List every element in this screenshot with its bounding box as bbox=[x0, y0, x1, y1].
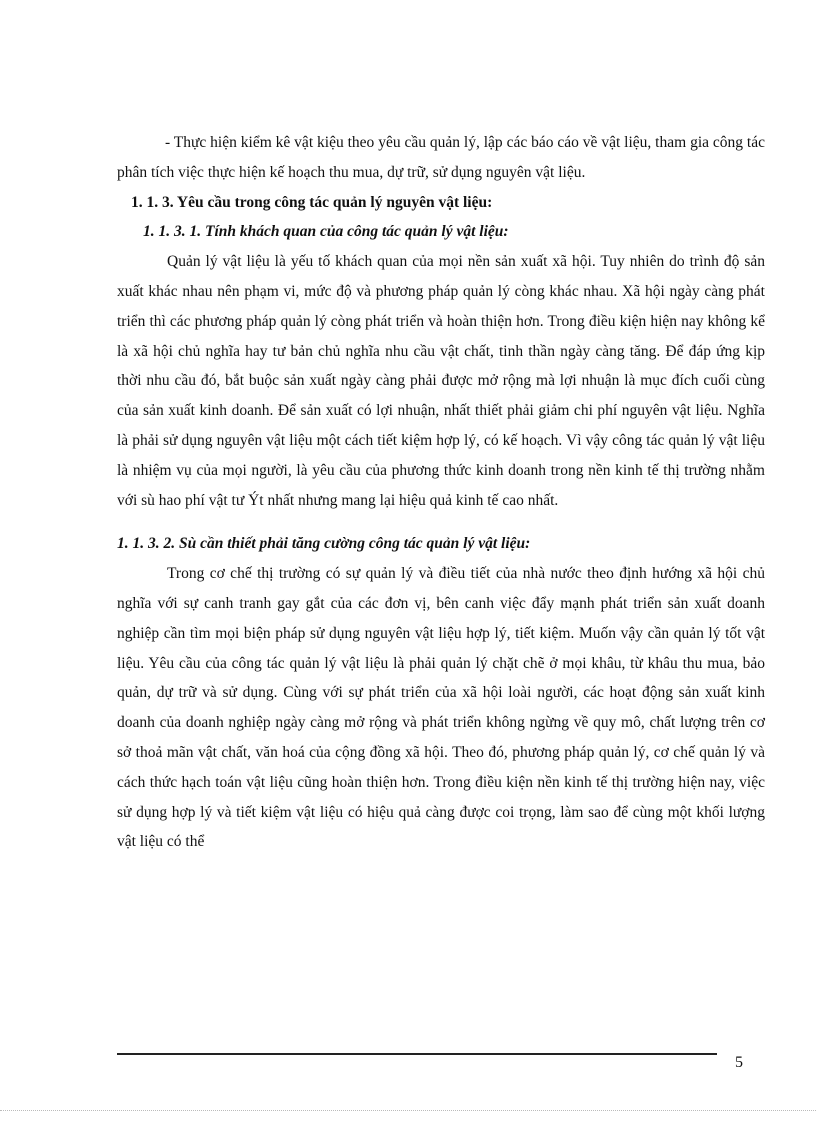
heading-1-1-3-1: 1. 1. 3. 1. Tính khách quan của công tác quản lý vật liệu: bbox=[143, 223, 509, 241]
page-body bbox=[117, 128, 765, 857]
heading-1-1-3: 1. 1. 3. Yêu cầu trong công tác quản lý nguyên vật liệu: bbox=[131, 193, 493, 211]
page-number: 5 bbox=[735, 1054, 743, 1071]
page-edge-divider bbox=[0, 1110, 816, 1111]
paragraph-objectivity: Quản lý vật liệu là yếu tố khách quan của mọi nền sản xuất xã hội. Tuy nhiên do trình độ sản xuất khác nhau nên phạm vi, mức độ và phương pháp quản lý còng khác nhau. Xã hội ngày càng phát triển thì các phương pháp quản lý còng phát triển và hoàn thiện hơn. Trong điều kiện hiện nay không kể là xã hội chủ nghĩa hay tư bản chủ nghĩa nhu cầu vật chất, tinh thần ngày càng tăng. Để đáp ứng kịp thời nhu cầu đó, bắt buộc sản xuất ngày càng phải được mở rộng mà lợi nhuận là mục đích cuối cùng của sản xuất kinh doanh. Để sản xuất có lợi nhuận, nhất thiết phải giảm chi phí nguyên vật liệu. Nghĩa là phải sử dụng nguyên vật liệu một cách tiết kiệm hợp lý, có kế hoạch. Vì vậy công tác quản lý vật liệu là nhiệm vụ của mọi người, là yêu cầu của phương thức kinh doanh trong nền kinh tế thị trường nhằm với sù hao phí vật tư Ýt nhất nhưng mang lại hiệu quả kinh tế cao nhất. bbox=[117, 253, 765, 509]
paragraph-necessity: Trong cơ chế thị trường có sự quản lý và điều tiết của nhà nước theo định hướng xã hội chủ nghĩa với sự canh tranh gay gắt của các đơn vị, bên canh việc đẩy mạnh phát triển sản xuất doanh nghiệp cần tìm mọi biện pháp sử dụng nguyên vật liệu hợp lý, tiết kiệm. Muốn vậy cần quản lý tốt vật liệu. Yêu cầu của công tác quản lý vật liệu là phải quản lý chặt chẽ ở mọi khâu, từ khâu thu mua, bảo quản, dự trữ và sử dụng. Cùng với sự phát triển của xã hội loài người, các hoạt động sản xuất kinh doanh của doanh nghiệp ngày càng mở rộng và phát triển không ngừng về quy mô, chất lượng trên cơ sở thoả mãn vật chất, văn hoá của cộng đồng xã hội. Theo đó, phương pháp quản lý, cơ chế quản lý và cách thức hạch toán vật liệu cũng hoàn thiện hơn. Trong điều kiện nền kinh tế thị trường hiện nay, việc sử dụng hợp lý và tiết kiệm vật liệu có hiệu quả càng được coi trọng, làm sao để cùng một khối lượng vật liệu có thể bbox=[117, 565, 765, 851]
paragraph-inventory-task: - Thực hiện kiểm kê vật kiệu theo yêu cầu quản lý, lập các báo cáo về vật liệu, tham gia công tác phân tích việc thực hiện kế hoạch thu mua, dự trữ, sử dụng nguyên vật liệu. bbox=[117, 134, 765, 181]
heading-1-1-3-2: 1. 1. 3. 2. Sù cần thiết phải tăng cường công tác quản lý vật liệu: bbox=[117, 535, 531, 553]
footer-divider bbox=[117, 1053, 717, 1055]
